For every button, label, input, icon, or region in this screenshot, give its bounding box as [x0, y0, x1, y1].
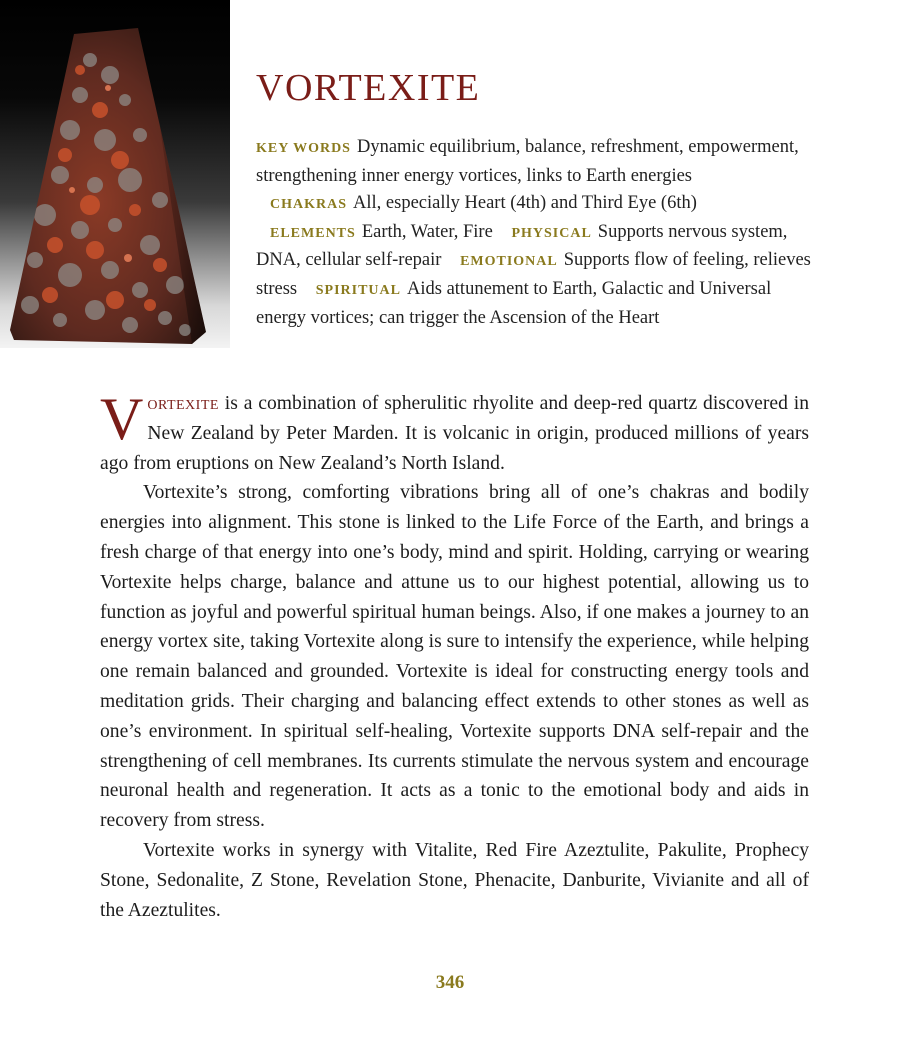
- vortexite-stone-illustration: [0, 0, 230, 348]
- property-label: EMOTIONAL: [460, 254, 558, 270]
- property-text: Supports nervous system, DNA, cellular self-repair: [256, 221, 788, 271]
- paragraph: [100, 386, 809, 478]
- vortexite-stone-photo: [0, 0, 230, 348]
- paragraph: Vortexite’s strong, comforting vibrations bring all of one’s chakras and bodily energies into alignment. This stone is linked to the Life Force of the Earth, and brings a fresh charge of that energy into one’s body, mind and spirit. Holding, carrying or wearing Vortexite helps charge, balance and attune us to our highest potential, allowing us to function as joyful and powerful spiritual human beings. Also, if one makes a journey to an energy vortex site, taking Vortexite along is sure to intensify the experience, while helping one remain balanced and grounded. Vortexite is ideal for constructing energy tools and meditation grids. Their charging and balancing effect extends to other stones as well as one’s environment. In spiritual self-healing, Vortexite supports DNA self-repair and the strengthening of cell membranes. Its currents stimulate the nervous system and encourage neuronal health and regeneration. It acts as a tonic to the emotional body and aids in recovery from stress.: [100, 482, 809, 832]
- stone-title: VORTEXITE: [256, 67, 481, 109]
- property-text: All, especially Heart (4th) and Third Eye (6th): [353, 193, 697, 214]
- paragraph: Vortexite works in synergy with Vitalite, Red Fire Azeztulite, Pakulite, Prophecy Stone, Sedonalite, Z Stone, Revelation Stone, Phenacite, Danburite, Vivianite and all of the Azeztulites.: [100, 839, 809, 921]
- page-number: 346: [435, 972, 465, 993]
- property-text: Supports flow of feeling, relieves stress: [256, 250, 811, 299]
- lead-word: ortexite: [147, 393, 219, 414]
- paragraph-text: is a combination of spherulitic rhyolite and deep-red quartz discovered in New Zealand by Peter Marden. It is volcanic in origin, produced millions of years ago from eruptions on New Zealand’s North Island.: [100, 393, 809, 474]
- article-body: [100, 386, 809, 925]
- property-label: ELEMENTS: [270, 225, 356, 241]
- property-text: Dynamic equilibrium, balance, refreshment, empowerment, strengthening inner energy vortices, links to Earth energies: [256, 137, 799, 186]
- property-text: Aids attunement to Earth, Galactic and Universal energy vortices; can trigger the Ascension of the Heart: [256, 278, 772, 328]
- properties-block: [256, 134, 816, 332]
- property-label: KEY WORDS: [256, 141, 351, 156]
- drop-cap: V: [100, 386, 144, 452]
- property-text: Earth, Water, Fire: [361, 221, 493, 242]
- property-label: SPIRITUAL: [315, 282, 401, 298]
- property-label: CHAKRAS: [270, 197, 348, 213]
- property-label: PHYSICAL: [511, 225, 592, 241]
